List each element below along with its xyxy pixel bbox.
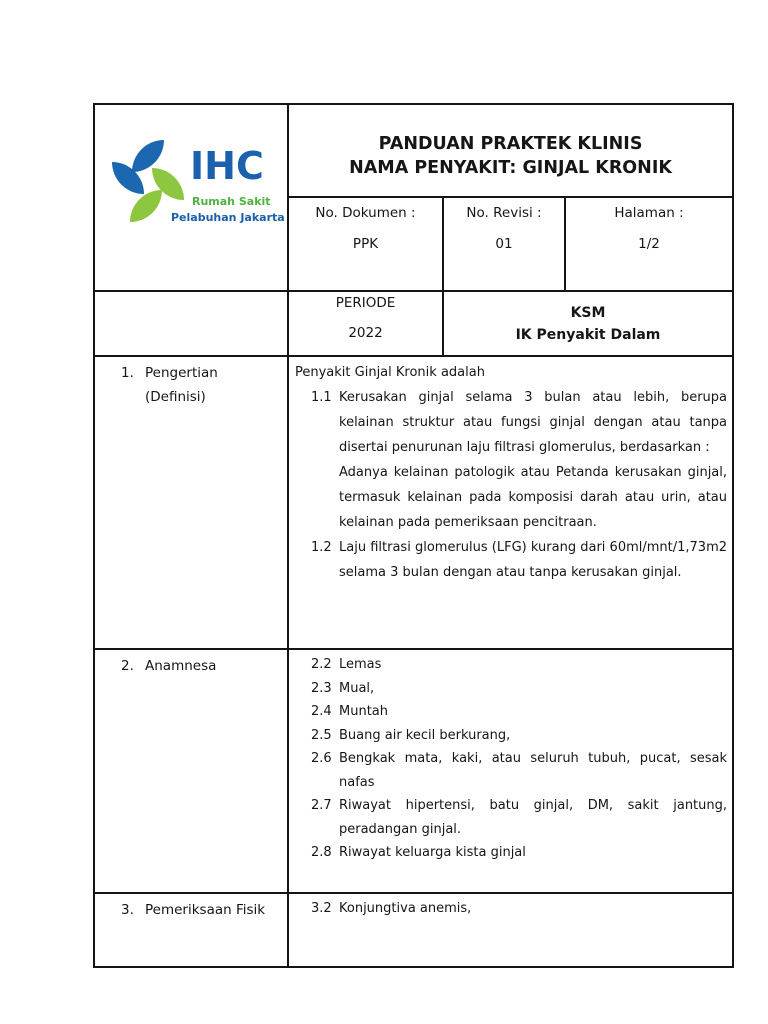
item-paragraph: Adanya kelainan patologik atau Petanda kerusakan ginjal, termasuk kelainan pada komposisi darah atau urin, atau kelainan pada pemeriksaan pencitraan. — [339, 465, 728, 530]
no-revisi-value: 01 — [495, 236, 513, 252]
item-number: 3.2 — [311, 901, 332, 916]
ihc-logo-icon — [112, 140, 188, 222]
section-title: Pemeriksaan Fisik — [145, 902, 266, 918]
list-item — [295, 841, 727, 865]
section-content-pemeriksaan-fisik — [288, 893, 733, 967]
list-item — [295, 700, 727, 724]
periode-value: 2022 — [348, 325, 383, 341]
item-number: 2.3 — [311, 680, 332, 696]
no-revisi-cell — [443, 197, 565, 291]
section-row-pemeriksaan-fisik — [94, 893, 733, 967]
item-paragraph: Riwayat keluarga kista ginjal — [339, 845, 526, 860]
halaman-label: Halaman : — [614, 205, 684, 221]
section-number: 1. — [121, 365, 134, 381]
no-dokumen-cell — [288, 197, 443, 291]
intro-text: Penyakit Ginjal Kronik adalah — [295, 365, 485, 380]
title-line-1: PANDUAN PRAKTEK KLINIS — [378, 133, 643, 154]
item-number: 2.2 — [311, 657, 332, 672]
item-paragraph: Muntah — [339, 704, 388, 719]
no-revisi-label: No. Revisi : — [466, 205, 542, 221]
item-paragraph: Bengkak mata, kaki, atau seluruh tubuh, pucat, sesak nafas — [339, 751, 728, 790]
periode-label: PERIODE — [335, 295, 396, 311]
item-number: 1.1 — [311, 390, 332, 405]
item-paragraph: Mual, — [339, 680, 375, 696]
item-number: 2.4 — [311, 704, 332, 719]
list-item — [295, 724, 727, 748]
ksm-line-1: KSM — [570, 304, 606, 321]
logo-subtitle-rumah-sakit: Rumah Sakit — [192, 195, 271, 208]
item-paragraph: Lemas — [339, 657, 382, 672]
section-content-anamnesa — [288, 649, 733, 893]
list-item — [295, 677, 727, 701]
ppk-document-table — [93, 103, 734, 968]
list-item — [295, 535, 727, 585]
item-number: 2.8 — [311, 845, 332, 860]
periode-row — [94, 291, 733, 356]
item-paragraph: Laju filtrasi glomerulus (LFG) kurang dari 60ml/mnt/1,73m2 selama 3 bulan dengan atau tanpa kerusakan ginjal. — [339, 540, 728, 580]
list-item — [295, 653, 727, 677]
logo-brand: IHC — [190, 144, 264, 188]
section-label-pengertian — [94, 356, 288, 649]
list-item — [295, 897, 727, 922]
title-line-2: NAMA PENYAKIT: GINJAL KRONIK — [349, 157, 672, 178]
list-item — [295, 747, 727, 794]
halaman-cell — [565, 197, 733, 291]
section-label-pemeriksaan-fisik — [94, 893, 288, 967]
leaf-icon — [132, 140, 164, 172]
logo-cell — [94, 104, 288, 291]
periode-cell — [288, 291, 443, 356]
no-dokumen-label: No. Dokumen : — [315, 205, 416, 221]
logo-subtitle-pelabuhan-jakarta: Pelabuhan Jakarta — [171, 211, 285, 224]
document-title-cell — [288, 104, 733, 197]
ksm-line-2: IK Penyakit Dalam — [515, 326, 661, 343]
item-number: 2.7 — [311, 798, 332, 813]
title-row — [94, 104, 733, 197]
item-number: 2.6 — [311, 751, 332, 766]
no-dokumen-value: PPK — [352, 236, 379, 252]
section-subtitle: (Definisi) — [145, 389, 206, 405]
item-paragraph: Kerusakan ginjal selama 3 bulan atau lebih, berupa kelainan struktur atau fungsi ginjal dengan atau tanpa disertai penurunan laju filtrasi glomerulus, berdasarkan : — [339, 390, 728, 455]
section-content-pengertian — [288, 356, 733, 649]
item-paragraph: Riwayat hipertensi, batu ginjal, DM, sakit jantung, peradangan ginjal. — [339, 798, 728, 837]
list-item — [295, 794, 727, 841]
section-title: Pengertian — [145, 365, 218, 381]
section-number: 3. — [121, 902, 134, 918]
section-title: Anamnesa — [145, 658, 217, 674]
item-number: 2.5 — [311, 727, 332, 743]
item-number: 1.2 — [311, 540, 332, 555]
section-row-pengertian — [94, 356, 733, 649]
section-number: 2. — [121, 658, 134, 674]
section-row-anamnesa — [94, 649, 733, 893]
empty-cell — [94, 291, 288, 356]
leaf-icon — [130, 190, 162, 222]
item-paragraph: Konjungtiva anemis, — [339, 901, 472, 916]
item-paragraph: Buang air kecil berkurang, — [339, 727, 511, 743]
list-item — [295, 385, 727, 535]
ksm-cell — [443, 291, 733, 356]
section-label-anamnesa — [94, 649, 288, 893]
halaman-value: 1/2 — [638, 236, 660, 252]
